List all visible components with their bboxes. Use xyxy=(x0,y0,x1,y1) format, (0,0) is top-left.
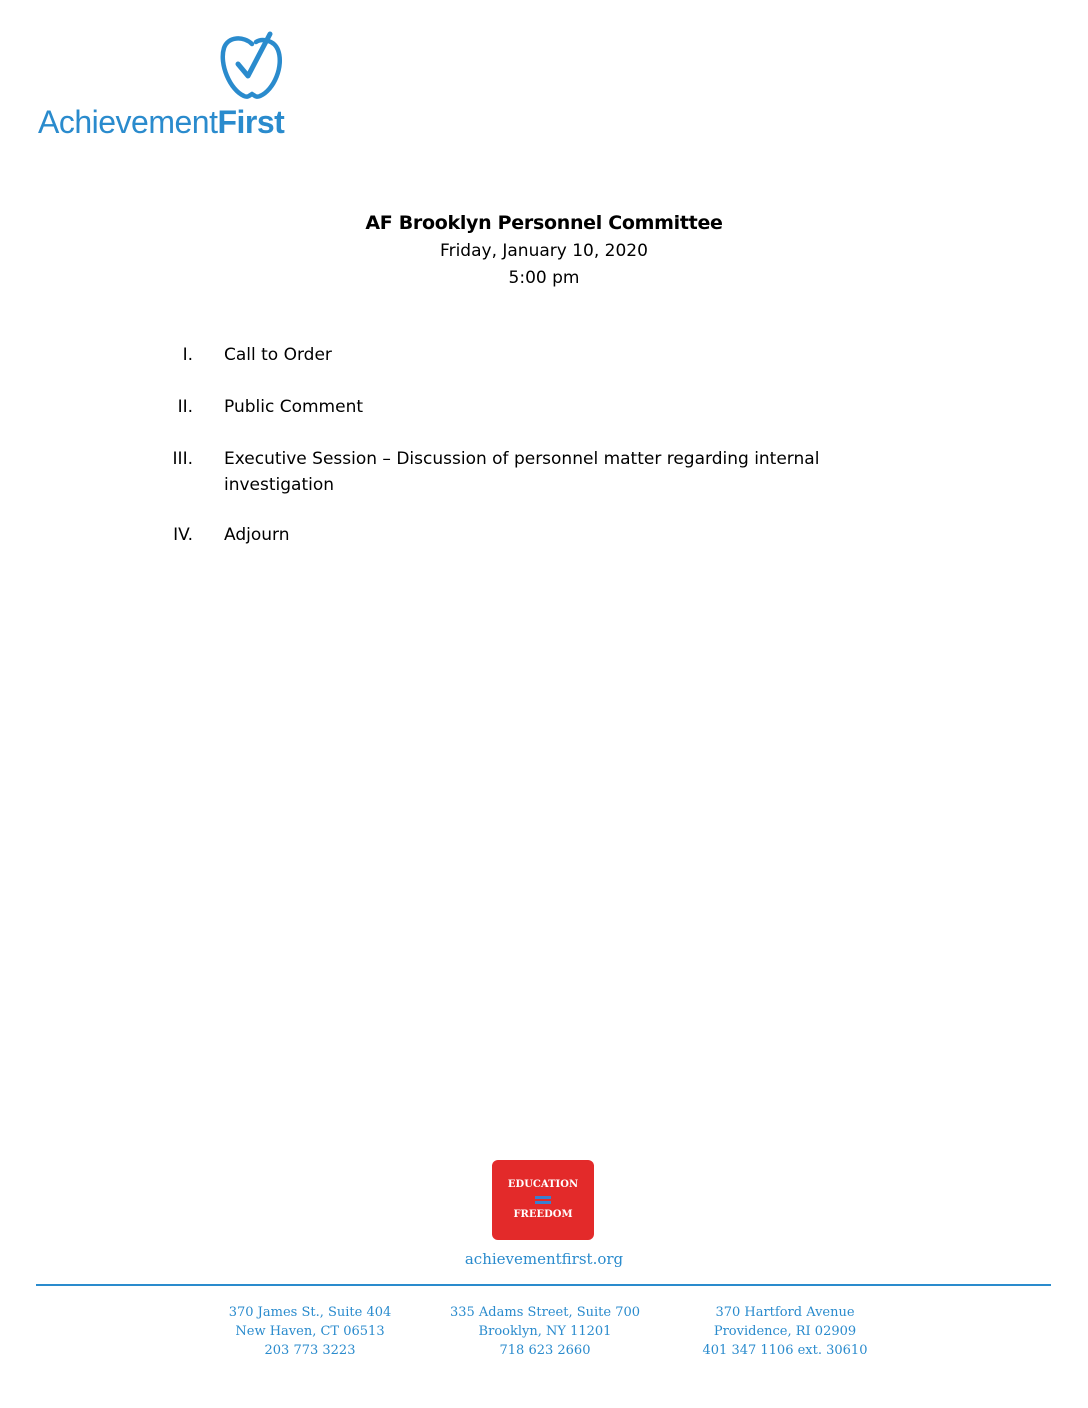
address-street: 370 James St., Suite 404 xyxy=(228,1305,392,1320)
meeting-time: 5:00 pm xyxy=(508,268,580,288)
address-street: 335 Adams Street, Suite 700 xyxy=(449,1305,641,1320)
agenda-item xyxy=(160,394,880,420)
badge-line-freedom: FREEDOM xyxy=(513,1209,573,1220)
agenda-numeral: III. xyxy=(172,449,193,469)
address-new-haven xyxy=(210,1303,410,1360)
address-city: New Haven, CT 06513 xyxy=(235,1324,385,1339)
logo-word-achievement: Achievement xyxy=(38,104,218,140)
equals-icon xyxy=(535,1196,551,1204)
agenda-numeral: I. xyxy=(182,345,193,365)
agenda-item-text: Adjourn xyxy=(224,525,290,545)
agenda-item xyxy=(160,342,880,368)
address-city: Brooklyn, NY 11201 xyxy=(478,1324,612,1339)
meeting-header xyxy=(0,208,1088,292)
apple-checkmark-logo-icon xyxy=(214,28,290,104)
agenda-numeral: II. xyxy=(177,397,193,417)
agenda-item-text: Public Comment xyxy=(224,397,364,417)
page-title: AF Brooklyn Personnel Committee xyxy=(365,212,723,234)
address-street: 370 Hartford Avenue xyxy=(715,1305,855,1320)
address-phone: 203 773 3223 xyxy=(264,1343,356,1358)
agenda-numeral: IV. xyxy=(173,525,193,545)
footer-divider xyxy=(36,1284,1051,1286)
agenda-list xyxy=(160,342,880,574)
address-city: Providence, RI 02909 xyxy=(713,1324,857,1339)
logo-word-first: First xyxy=(217,104,285,140)
meeting-date: Friday, January 10, 2020 xyxy=(440,241,648,261)
website-link[interactable]: achievementfirst.org xyxy=(464,1250,624,1268)
address-phone: 718 623 2660 xyxy=(499,1343,591,1358)
address-providence xyxy=(685,1303,885,1360)
logo-wordmark xyxy=(38,104,284,141)
agenda-item xyxy=(160,446,880,498)
agenda-item-text: Call to Order xyxy=(224,345,332,365)
achievement-first-logo xyxy=(38,28,338,140)
agenda-item xyxy=(160,522,880,548)
agenda-item-text: Executive Session – Discussion of personnel matter regarding internal investigation xyxy=(224,449,820,495)
address-brooklyn xyxy=(430,1303,660,1360)
address-phone: 401 347 1106 ext. 30610 xyxy=(702,1343,868,1358)
badge-line-education: EDUCATION xyxy=(507,1179,579,1190)
education-equals-freedom-badge xyxy=(492,1160,594,1240)
